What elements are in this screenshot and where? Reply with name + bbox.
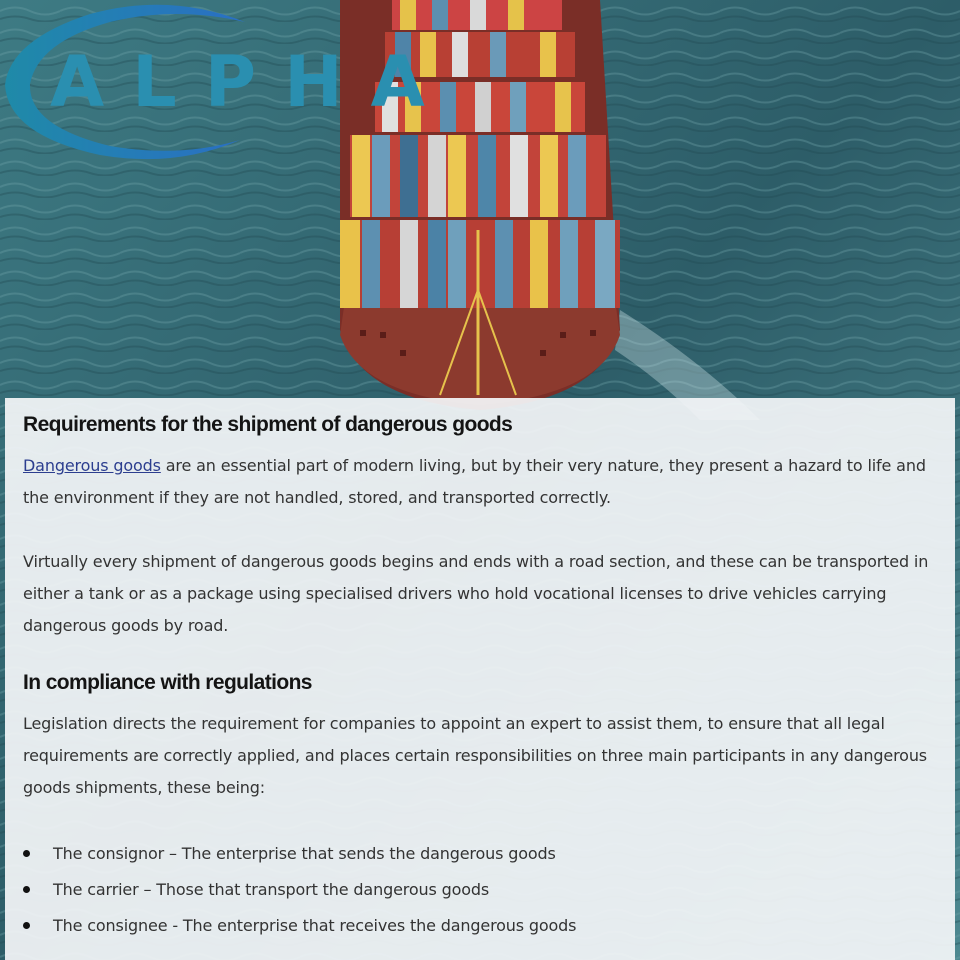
bullet-icon [23,886,30,893]
intro-paragraph [23,450,937,514]
list-item [23,872,937,908]
content-panel [5,398,955,960]
list-item-text: The consignee - The enterprise that receives the dangerous goods [53,916,577,935]
logo-text: ALPHA [50,41,453,123]
section-heading-requirements: Requirements for the shipment of dangerous goods [23,413,513,436]
list-item-text: The consignor – The enterprise that sends the dangerous goods [53,844,556,863]
dangerous-goods-link[interactable]: Dangerous goods [23,456,161,475]
list-item-text: The carrier – Those that transport the dangerous goods [53,880,490,899]
section-heading-compliance: In compliance with regulations [23,671,312,694]
list-item [23,908,937,944]
alpha-logo[interactable] [0,0,453,165]
participants-list [23,836,937,944]
intro-paragraph-text: are an essential part of modern living, but by their very nature, they present a hazard to life and the environment if they are not handled, stored, and transported correctly. [23,456,926,507]
road-section-paragraph: Virtually every shipment of dangerous goods begins and ends with a road section, and these can be transported in either a tank or as a package using specialised drivers who hold vocational licenses to drive vehicles carrying dangerous goods by road. [23,552,929,635]
legislation-paragraph: Legislation directs the requirement for companies to appoint an expert to assist them, to ensure that all legal requirements are correctly applied, and places certain responsibilities on three main participants in any dangerous goods shipments, these being: [23,714,927,797]
bullet-icon [23,922,30,929]
bullet-icon [23,850,30,857]
list-item [23,836,937,872]
